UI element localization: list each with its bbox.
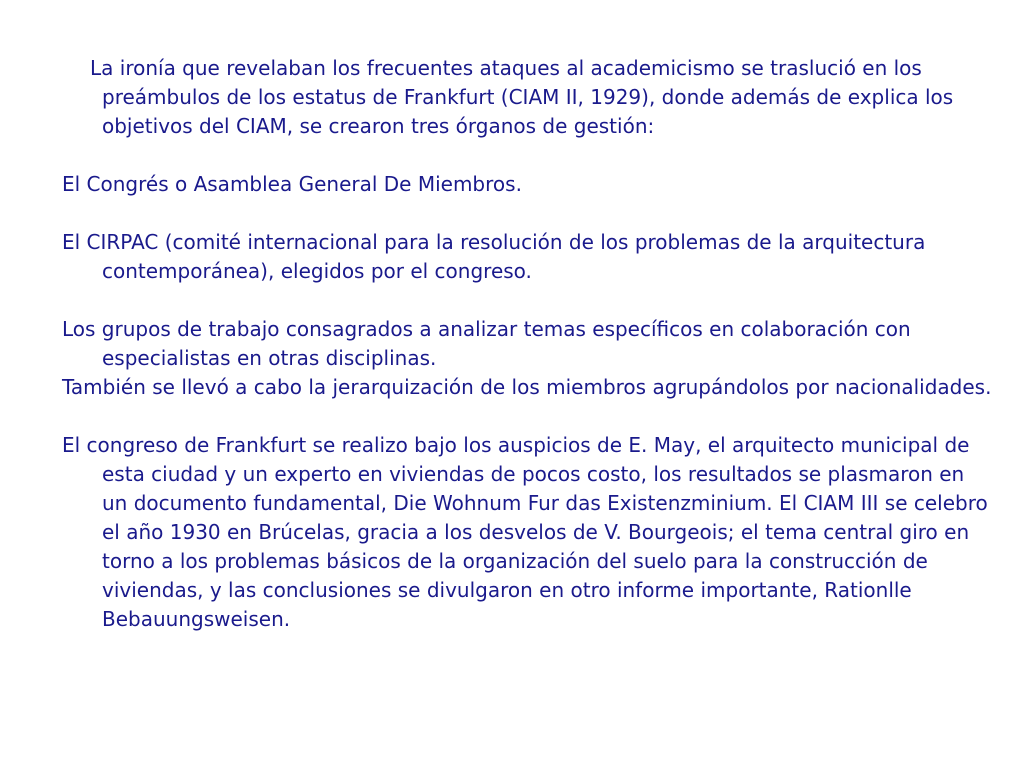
- paragraph-spacer: [62, 199, 992, 228]
- paragraph-spacer: [62, 286, 992, 315]
- paragraph-cirpac: El CIRPAC (comité internacional para la resolución de los problemas de la arquitectura contemporánea), elegidos por el congreso.: [62, 230, 926, 283]
- paragraph-congress-assembly: El Congrés o Asamblea General De Miembros.: [62, 172, 522, 196]
- slide-text-body: [62, 54, 992, 634]
- paragraph-spacer: [62, 141, 992, 170]
- paragraph-member-hierarchy: También se llevó a cabo la jerarquización de los miembros agrupándolos por nacionalidades.: [62, 375, 992, 399]
- paragraph-work-groups: Los grupos de trabajo consagrados a analizar temas específicos en colaboración con especialistas en otras disciplinas.: [62, 317, 911, 370]
- paragraph-spacer: [62, 402, 992, 431]
- paragraph-frankfurt-congress: El congreso de Frankfurt se realizo bajo los auspicios de E. May, el arquitecto municipal de esta ciudad y un experto en viviendas de pocos costo, los resultados se plasmaron en un documento fundamental, Die Wohnum Fur das Existenzminium. El CIAM III se celebro el año 1930 en Brúcelas, gracia a los desvelos de V. Bourgeois; el tema central giro en torno a los problemas básicos de la organización del suelo para la construcción de viviendas, y las conclusiones se divulgaron en otro informe importante, Rationlle Bebauungsweisen.: [62, 433, 988, 631]
- paragraph-ciam-statutes: La ironía que revelaban los frecuentes ataques al academicismo se traslució en los preámbulos de los estatus de Frankfurt (CIAM II, 1929), donde además de explica los objetivos del CIAM, se crearon tres órganos de gestión:: [90, 56, 954, 138]
